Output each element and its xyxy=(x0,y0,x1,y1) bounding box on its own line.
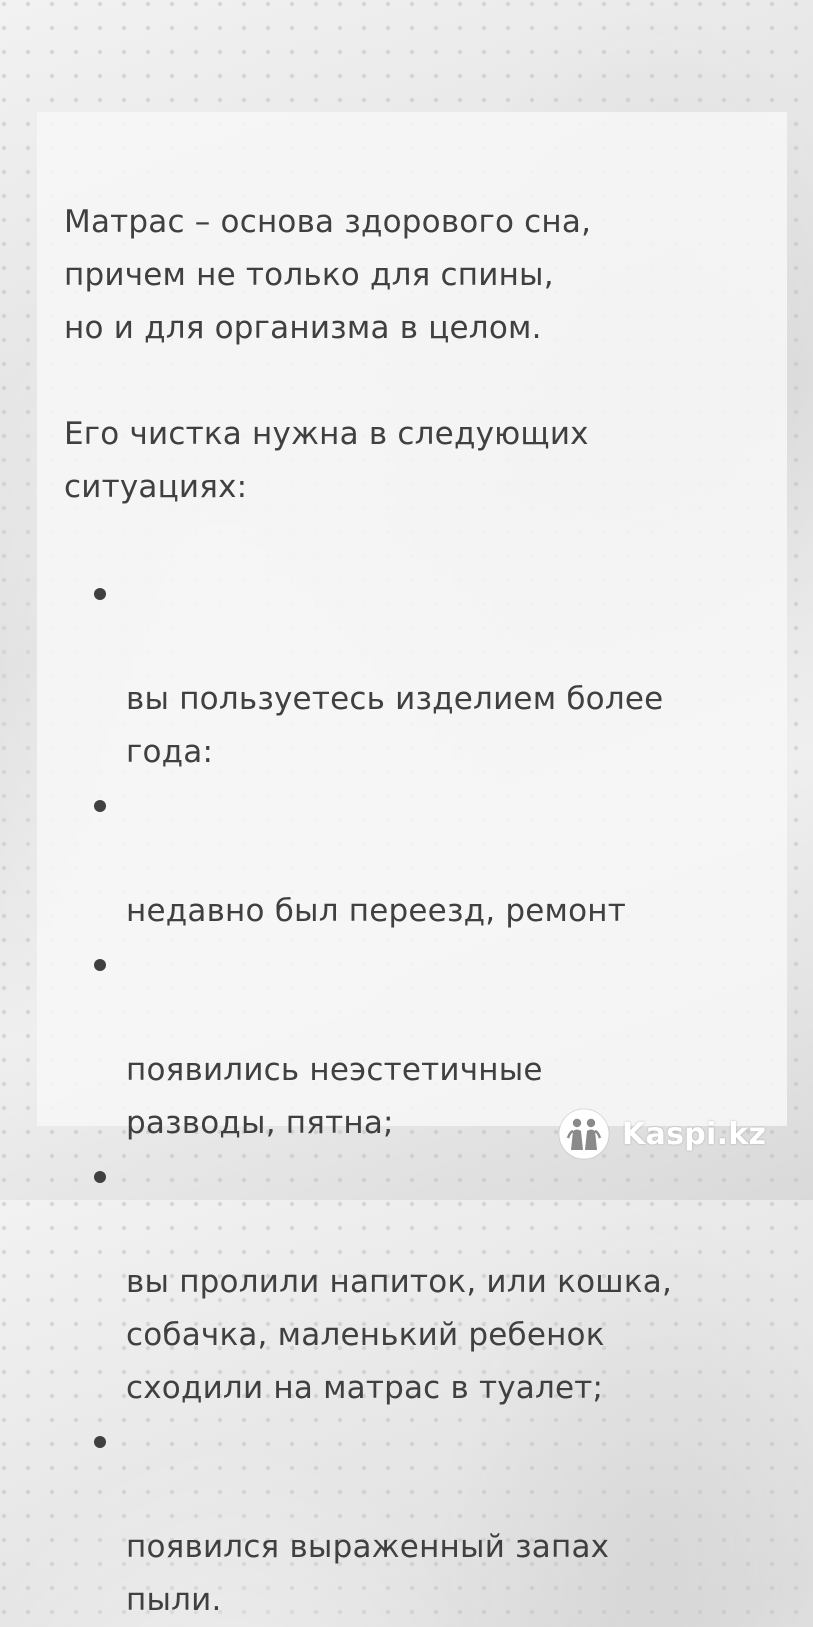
list-item xyxy=(64,1415,764,1627)
list-item-text: вы пролили напиток, или кошка, собачка, маленький ребенок сходили на матрас в туалет; xyxy=(126,1264,673,1406)
kaspi-logo-text: Kaspi.kz xyxy=(622,1116,767,1152)
article-text xyxy=(64,196,767,1627)
list-item xyxy=(64,567,764,779)
cleaning-needed-paragraph: Его чистка нужна в следующих ситуациях: xyxy=(64,416,589,505)
bullet-icon xyxy=(94,588,106,600)
list-item-text: недавно был переезд, ремонт xyxy=(126,893,627,929)
list-item-text: появились неэстетичные разводы, пятна; xyxy=(126,1052,543,1141)
kaspi-people-icon xyxy=(558,1108,610,1160)
list-item xyxy=(64,779,764,938)
situations-list xyxy=(64,567,767,1627)
bullet-icon xyxy=(94,1171,106,1183)
list-item-text: появился выраженный запах пыли. xyxy=(126,1529,610,1618)
bullet-icon xyxy=(94,800,106,812)
bullet-icon xyxy=(94,959,106,971)
list-item xyxy=(64,1150,764,1415)
kaspi-logo xyxy=(558,1108,766,1160)
list-item-text: вы пользуетесь изделием более года: xyxy=(126,681,664,770)
intro-paragraph: Матрас – основа здорового сна, причем не только для спины, но и для организма в целом. xyxy=(64,204,592,346)
bullet-icon xyxy=(94,1436,106,1448)
